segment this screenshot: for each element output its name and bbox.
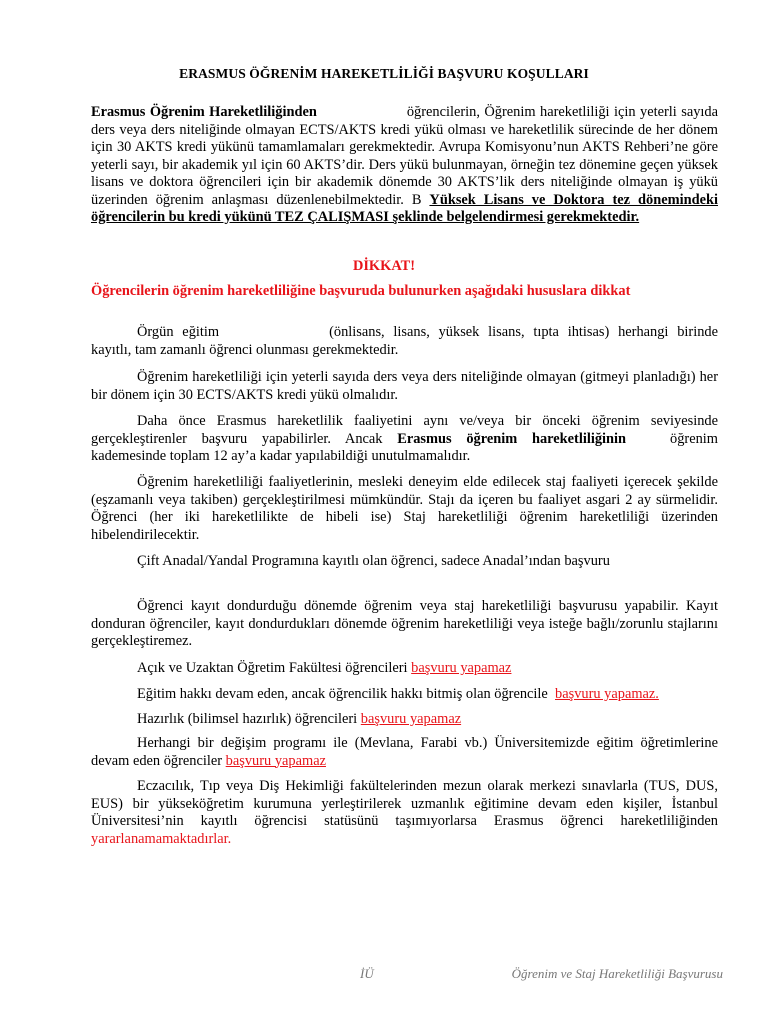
paragraph-exchange-program: Herhangi bir değişim programı ile (Mevlana, Farabi vb.) Üniversitemizde eğitim öğretimlerine devam eden öğrenciler başvuru yapamaz [91,735,718,769]
paragraph-frozen-registration: Öğrenci kayıt dondurduğu dönemde öğrenim veya staj hareketliliği başvurusu yapabilir. Kayıt donduran öğrenciler, kayıt dondurdukları dönemde öğrenim hareketliliği veya isteğe bağlı/zorunlu stajlarını gerçekleştiremez. [91,598,718,649]
intro-emphasis: Yüksek Lisans ve Doktora tez dönemindeki öğrencilerin bu kredi yükünü TEZ ÇALIŞMASI şeklinde belgelendirmesi gerekmektedir. [91,191,718,225]
paragraph-internship: Öğrenim hareketliliği faaliyetlerinin, mesleki deneyim elde edilecek staj faaliyeti içerecek şekilde (eşzamanlı veya takiben) gerçekleştirilmesi mümkündür. Stajı da içeren bu faaliyet asgari 2 ay sürmelidir. Öğrenci (her iki hareketlilikte de hibeli ise) Staj hareketliliği öğrenim hareketliliği üzerinden hibelendirilecektir. [91,474,718,543]
footer-left: İÜ [360,966,374,981]
paragraph-formal-education: Örgün eğitim (önlisans, lisans, yüksek lisans, tıpta ihtisas) herhangi birinde kayıtlı, tam zamanlı öğrenci olunması gerekmektedir. [91,324,718,358]
cannot-apply-link: başvuru yapamaz [360,711,462,727]
footer-right: Öğrenim ve Staj Hareketliliği Başvurusu [511,966,723,981]
intro-lead: Erasmus Öğrenim Hareketliliğinden [91,104,317,120]
paragraph-previous-erasmus: Daha önce Erasmus hareketlilik faaliyetini aynı ve/veya bir önceki öğrenim seviyesinde gerçekleştirenler başvuru yapabilirler. Ancak Erasmus öğrenim hareketliliğinin öğrenim kademesinde toplam 12 ay’a kadar yapılabildiği unutulmamalıdır. [91,413,718,464]
paragraph-expired-student: Eğitim hakkı devam eden, ancak öğrencilik hakkı bitmiş olan öğrencile başvuru yapamaz. [137,686,659,702]
cannot-apply-link: başvuru yapamaz [411,660,512,676]
intro-text: öğrencilerin, Öğrenim hareketliliği için yeterli sayıda ders veya ders niteliğinde olmayan ECTS/AKTS kredi yükü olması ve hareketlilik sürecinde de her dönem için 30 AKTS kredi yükünü tamamlamaları gerekmektedir. Avrupa Komisyonu’nun AKTS Rehberi’ne göre yeterli sayı, bir akademik yıl için 60 AKTS’dir. Ders yükü bulunmayan, örneğin tez dönemine geçen yüksek lisans ve doktora öğrencileri için bir akademik dönemde 30 AKTS’lik ders niteliğinde olmayan iş yükü üzerinden öğrenim anlaşması düzenlenebilmektedir. B [91,104,718,208]
cannot-benefit-text: yararlanamamaktadırlar. [91,830,232,847]
intro-paragraph [91,104,718,227]
paragraph-credit-load: Öğrenim hareketliliği için yeterli sayıda ders veya ders niteliğinde olmayan (gitmeyi planladığı) her bir dönem için 30 ECTS/AKTS kredi yükü olmalıdır. [91,369,718,403]
paragraph-preparatory: Hazırlık (bilimsel hazırlık) öğrencileri başvuru yapamaz [137,711,462,727]
warning-title: DİKKAT! [352,258,416,274]
warning-text: Öğrencilerin öğrenim hareketliliğine başvuruda bulunurken aşağıdaki hususlara dikkat [91,283,631,299]
paragraph-double-major: Çift Anadal/Yandal Programına kayıtlı olan öğrenci, sadece Anadal’ından başvuru [137,553,610,569]
paragraph-specialization: Eczacılık, Tıp veya Diş Hekimliği fakültelerinden mezun olarak merkezi sınavlarla (TUS, DUS, EUS) bir yükseköğretim kurumuna yerleştirilerek uzmanlık eğitimine devam eden kişiler, İstanbul Üniversitesi’nin kayıtlı öğrencisi statüsünü taşımıyorlarsa Erasmus öğrenci hareketliliğinden yararlanamamaktadırlar. [91,778,718,847]
paragraph-open-education: Açık ve Uzaktan Öğretim Fakültesi öğrencileri başvuru yapamaz [137,660,512,676]
page-title: ERASMUS ÖĞRENİM HAREKETLİLİĞİ BAŞVURU KOŞULLARI [179,66,589,81]
cannot-apply-link: başvuru yapamaz [225,752,326,769]
cannot-apply-link: başvuru yapamaz. [555,686,659,702]
